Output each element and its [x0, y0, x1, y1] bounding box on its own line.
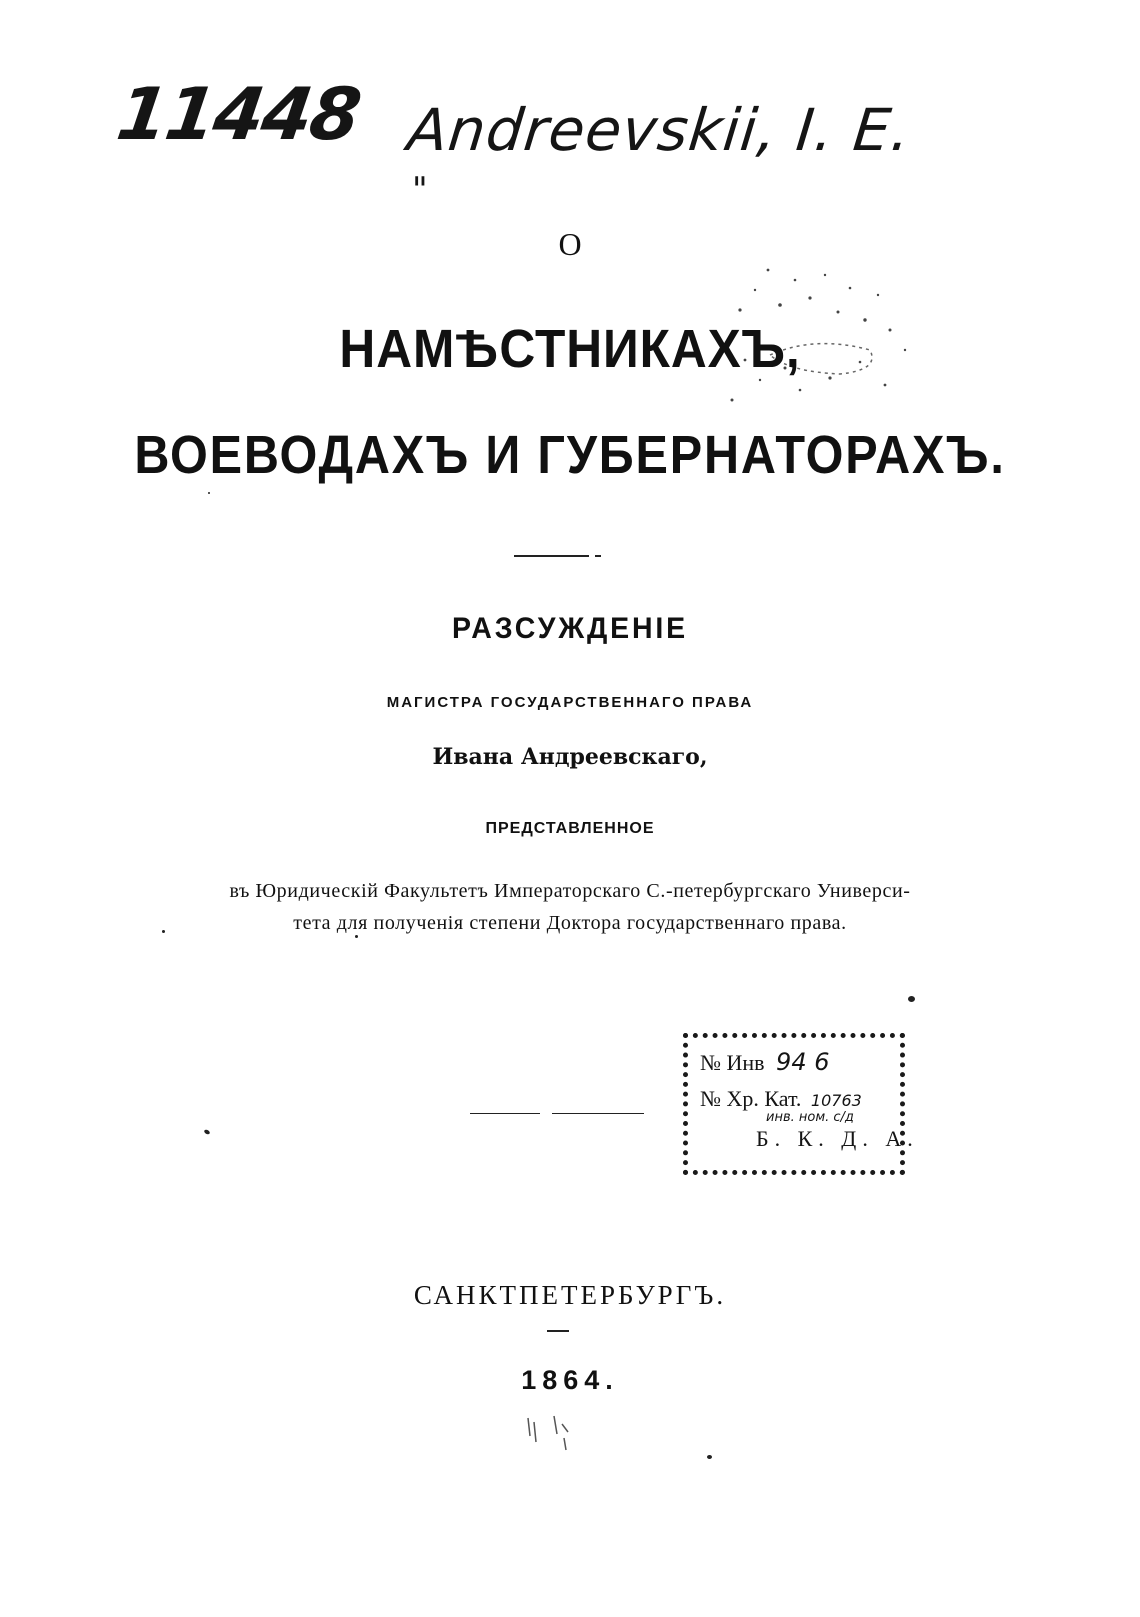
handwritten-ditto-mark: "	[412, 170, 429, 210]
imprint-small-dash	[547, 1330, 569, 1332]
stamp-inventory-row	[700, 1048, 829, 1076]
title-line-2: ВОЕВОДАХЪ И ГУБЕРНАТОРАХЪ.	[134, 425, 1006, 485]
stamp-catalog-value: 10763	[810, 1091, 862, 1110]
title-divider	[514, 555, 589, 557]
imprint-divider-left	[470, 1113, 540, 1114]
handwritten-inventory-number: 11448	[112, 72, 365, 156]
stamp-catalog-note: инв. ном. с/д	[766, 1110, 854, 1125]
stamp-inventory-label: № Инв	[700, 1050, 765, 1075]
imprint-city: САНКТПЕТЕРБУРГЪ.	[413, 1280, 727, 1310]
title-line-1: НАМѢСТНИКАХЪ,	[339, 319, 801, 379]
presented-label: ПРЕДСТАВЛЕННОЕ	[485, 820, 655, 837]
stamp-catalog-label: № Хр. Кат.	[700, 1086, 802, 1111]
imprint-year: 1864.	[521, 1365, 619, 1395]
imprint-divider-right	[552, 1113, 644, 1114]
scan-speck	[203, 1129, 210, 1135]
author-name: Ивана Андреевскаго,	[432, 744, 708, 770]
scan-speck	[355, 935, 358, 938]
title-preposition: О	[558, 226, 582, 262]
submission-line-1: въ Юридическій Факультетъ Императорскаго С.-петербургскаго Универси-	[229, 880, 911, 902]
scan-speck	[908, 996, 915, 1002]
stamp-library-initials: Б. К. Д. А.	[756, 1126, 919, 1151]
submission-line-2: тета для полученія степени Доктора государственнаго права.	[293, 912, 847, 934]
scan-speck	[707, 1455, 712, 1459]
scan-speck	[208, 492, 210, 494]
library-stamp	[683, 1033, 919, 1175]
stamp-catalog-row	[700, 1086, 862, 1112]
handwritten-author-note: Andreevskii, I. E.	[404, 96, 915, 164]
scan-speck	[162, 930, 165, 933]
work-type: РАЗСУЖДЕНІЕ	[451, 612, 689, 645]
scan-smudge-marks	[524, 1412, 584, 1462]
title-divider-tail	[595, 555, 601, 557]
stamp-inventory-value: 94 6	[776, 1048, 830, 1076]
author-degree: МАГИСТРА ГОСУДАРСТВЕННАГО ПРАВА	[386, 694, 754, 711]
